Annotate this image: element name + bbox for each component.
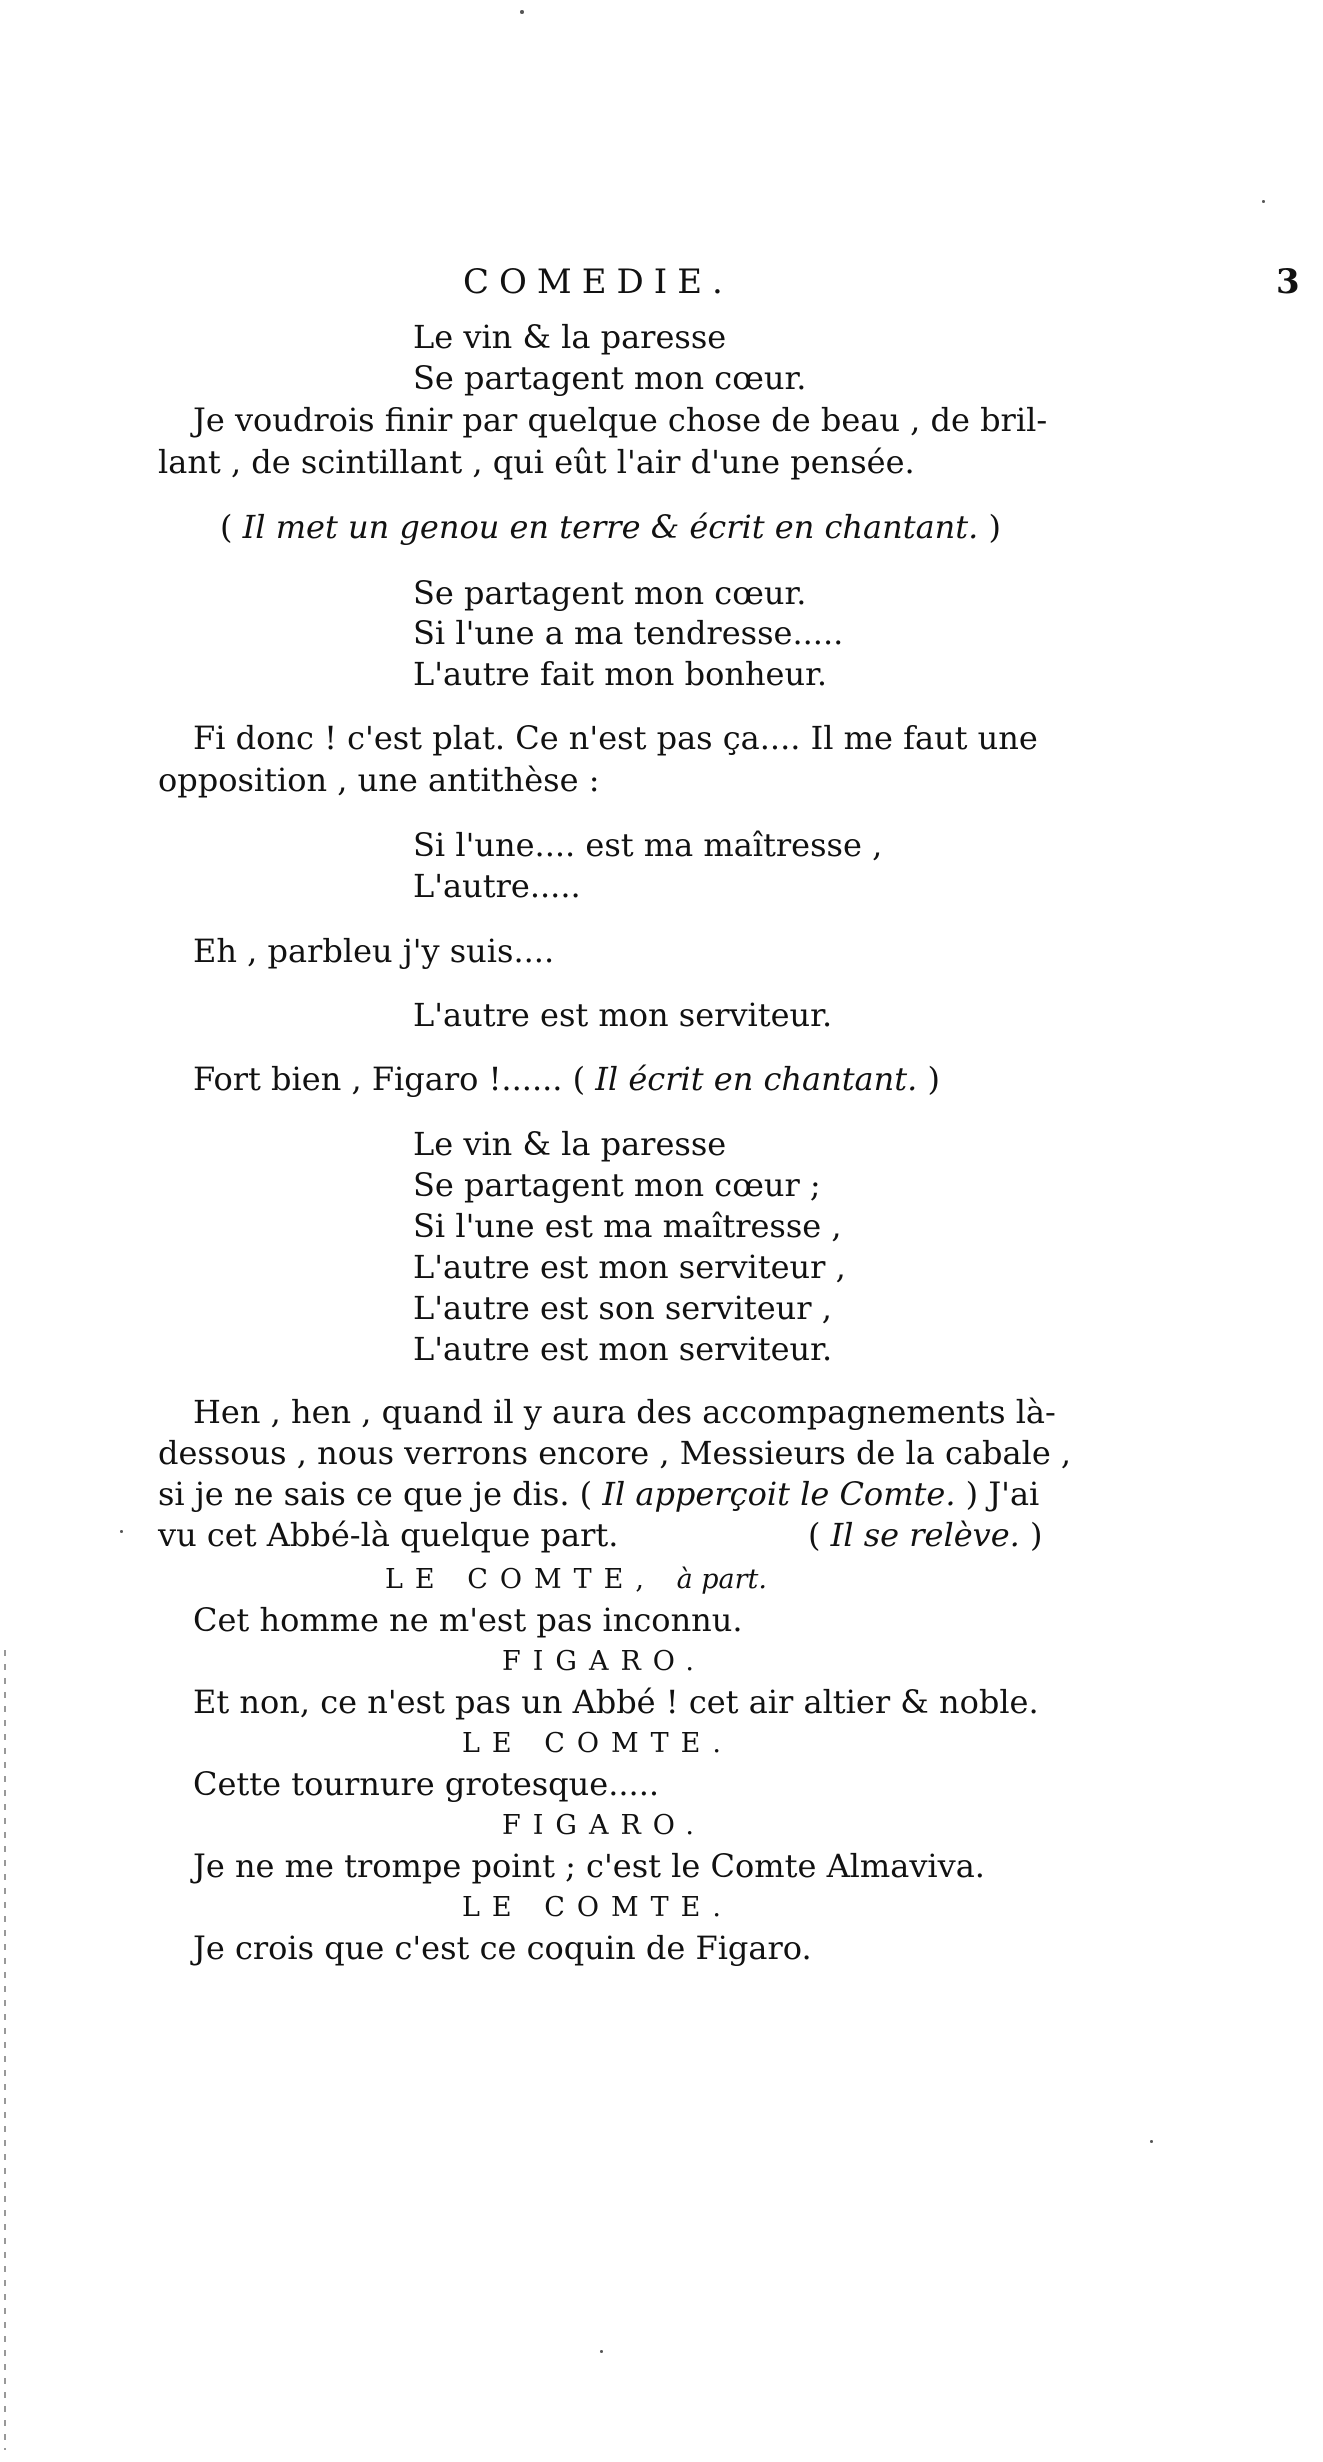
speaker-name: LE COMTE. [462,1892,733,1923]
dialogue-line: Je crois que c'est ce coquin de Figaro. [193,1929,812,1967]
prose-line: Fi donc ! c'est plat. Ce n'est pas ça.... Il me faut une [193,719,1038,757]
stage-direction-text: Il écrit en chantant. [595,1060,918,1098]
stage-paren-open: ( [220,508,233,546]
paper-speck [1150,2140,1153,2143]
speaker-name: LE COMTE. [462,1728,733,1759]
prose-line: Eh , parbleu j'y suis.... [193,932,555,970]
verse-line: L'autre est mon serviteur , [413,1248,846,1286]
prose-text: ) J'ai [965,1475,1040,1513]
verse-line: Le vin & la paresse [413,318,727,356]
page-edge-shadow [4,1650,6,2450]
stage-paren-close: ) [1030,1516,1043,1554]
running-title: COMEDIE. [463,262,733,302]
verse-line: Si l'une est ma maîtresse , [413,1207,842,1245]
prose-line: Je voudrois finir par quelque chose de beau , de bril- [193,401,1048,439]
dialogue-line: Je ne me trompe point ; c'est le Comte Almaviva. [193,1847,985,1885]
speaker-label: LE COMTE, [385,1564,656,1595]
speaker-name [385,1560,767,1600]
paper-speck [520,10,524,14]
prose-line [158,1515,618,1555]
dialogue-line: Cet homme ne m'est pas inconnu. [193,1601,743,1639]
prose-line: opposition , une antithèse : [158,761,600,799]
verse-line: L'autre est mon serviteur. [413,996,833,1034]
page-number: 3 [1276,262,1300,302]
stage-paren-close: ) [927,1060,940,1098]
dialogue-line: Cette tournure grotesque..... [193,1765,660,1803]
stage-paren-open: ( [808,1516,821,1554]
prose-text: vu cet Abbé-là quelque part. [158,1516,619,1554]
stage-direction-text: Il se relève. [830,1516,1020,1554]
dialogue-line: Et non, ce n'est pas un Abbé ! cet air altier & noble. [193,1683,1039,1721]
verse-line: L'autre..... [413,867,581,905]
stage-direction-text: Il met un genou en terre & écrit en chantant. [242,508,979,546]
verse-line: L'autre est son serviteur , [413,1289,832,1327]
stage-direction [808,1515,1042,1555]
verse-line: Se partagent mon cœur. [413,359,807,397]
prose-line: lant , de scintillant , qui eût l'air d'une pensée. [158,443,915,481]
paper-speck [120,1530,123,1533]
stage-paren-close: ) [988,508,1001,546]
prose-line [193,1059,940,1099]
verse-line: Si l'une a ma tendresse..... [413,614,844,652]
stage-direction [220,507,1001,547]
prose-line [158,1474,1039,1514]
stage-direction-text: Il apperçoit le Comte. [602,1475,956,1513]
verse-line: Le vin & la paresse [413,1125,727,1163]
verse-line: Se partagent mon cœur ; [413,1166,821,1204]
verse-line: L'autre fait mon bonheur. [413,655,828,693]
speaker-name: FIGARO. [502,1810,706,1841]
prose-line: dessous , nous verrons encore , Messieurs de la cabale , [158,1434,1072,1472]
verse-line: L'autre est mon serviteur. [413,1330,833,1368]
prose-text: Fort bien , Figaro !...... ( [193,1060,586,1098]
verse-line: Se partagent mon cœur. [413,574,807,612]
prose-text: si je ne sais ce que je dis. ( [158,1475,593,1513]
speaker-aside: à part. [676,1564,767,1595]
paper-speck [600,2350,603,2353]
paper-speck [1262,200,1265,203]
prose-line: Hen , hen , quand il y aura des accompagnements là- [193,1393,1056,1431]
verse-line: Si l'une.... est ma maîtresse , [413,826,883,864]
speaker-name: FIGARO. [502,1646,706,1677]
